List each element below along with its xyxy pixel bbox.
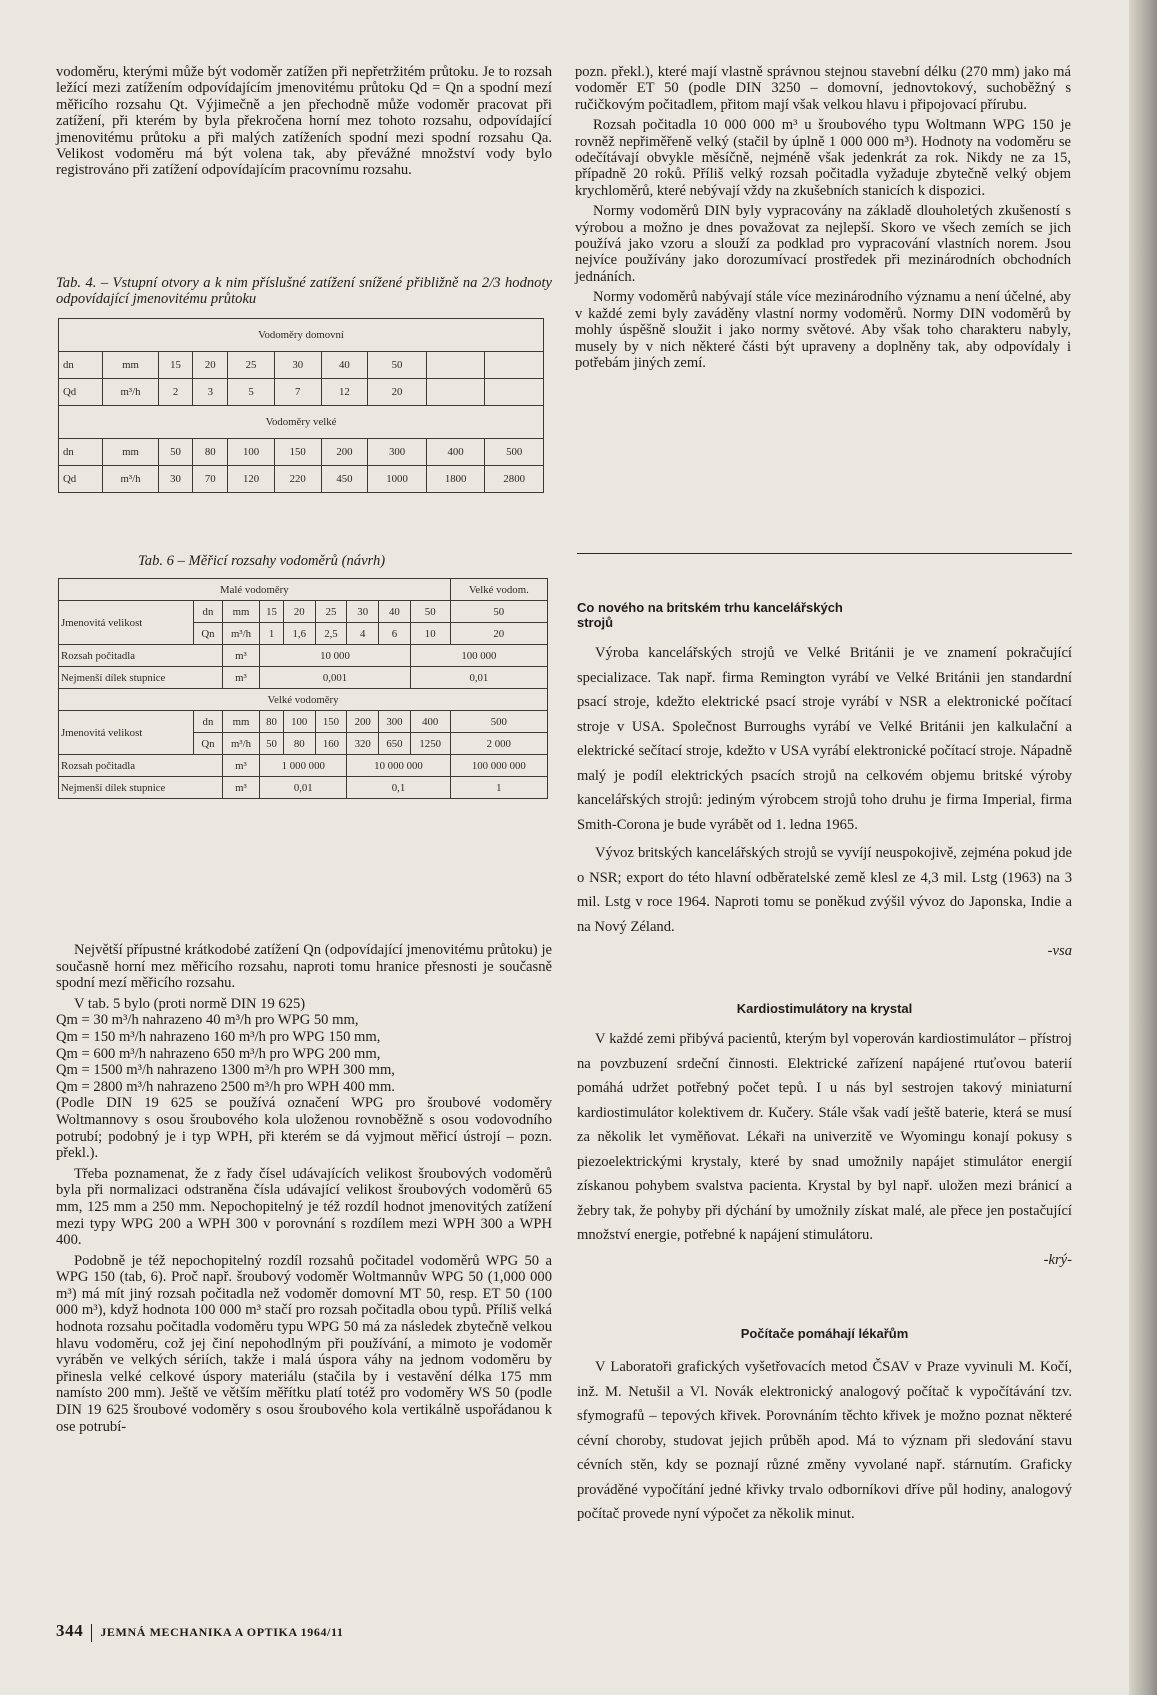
table-cell: 100 000	[410, 645, 547, 667]
unit-cell: m³/h	[103, 466, 158, 493]
paragraph: (Podle DIN 19 625 se používá označení WPG pro šroubové vodoměry Woltmannovy s osou šroubového kola uloženou rovnoběžně s osou vodovodního potrubí; podobný je i typ WPH, při kterém se dá vyjmout měřicí ústrojí – pozn. překl.).	[56, 1095, 552, 1162]
paragraph: Podobně je též nepochopitelný rozdíl rozsahů počitadel vodoměrů WPG 50 a WPG 150 (tab, 6). Proč např. šroubový vodoměr Woltmannův WPG 50 (1,000 000 m³) má mít jiný rozsah počitadla než vodoměr domovní MT 50, resp. ET 50 (100 000 m³), když hodnota 100 000 m³ stačí pro rozsah počitadla obou typů. Příliš velká hodnota rozsahu počitadla vodoměru typu WPG 50 má za následek zbytečně velkou hlavu vodoměru, což jej činí nepohodlným při používání, a mimoto je vodoměr vyráběn ve velkých sériích, takže i malá úspora váhy na jednom vodoměru by přinesla velké celkové úspory materiálu (stačila by i vestavění délka 175 mm namísto 200 mm). Ještě ve větším měřítku platí totéž pro vodoměry WS 50 (podle DIN 19 625 šroubové vodoměry s osou šroubového kola vertikálně uspořádanou k ose potrubí-	[56, 1252, 552, 1435]
table-cell	[485, 352, 544, 379]
table-group-heading: Velké vodom.	[450, 579, 547, 601]
table-cell: 100	[228, 439, 275, 466]
table-cell: 2	[158, 379, 193, 406]
unit-cell: m³	[222, 755, 260, 777]
table-cell: 6	[379, 623, 411, 645]
table-cell: 80	[283, 733, 315, 755]
table-cell: 25	[228, 352, 275, 379]
table-cell: 15	[260, 601, 284, 623]
table-cell: 1 000 000	[260, 755, 347, 777]
paragraph: V každé zemi přibývá pacientů, kterým byl voperován kardiostimulátor – přístroj na povzbuzení srdeční činnosti. Elektrické zařízení napájené rtuťovou baterií pomáhá udržet potřebný počet tepů. I u nás byl sestrojen takový miniaturní kardiostimulátor kolektivem dr. Kučery. Stále však vadí ještě baterie, která se musí za několik let vyměňovat. Lékaři na univerzitě ve Wyomingu konají pokusy s piezoelektrickými krystaly, které by snad umožnily napájet stimulátor energií získanou pohybem svalstva pacienta. Krystal by byl např. uložen mezi bránicí a žebry tak, že pohyby při dýchání by umožnily získat malé, ale přece jen postačující množství energie, potřebné k napájení stimulátoru.	[577, 1031, 1072, 1243]
row-label: Rozsah počitadla	[59, 645, 223, 667]
table-cell: 50	[368, 352, 427, 379]
unit-cell: mm	[103, 439, 158, 466]
row-label: dn	[59, 439, 103, 466]
row-label: Qd	[59, 466, 103, 493]
table-group-heading: Vodoměry velké	[59, 406, 544, 439]
table-cell: 20	[193, 352, 228, 379]
table-cell: 320	[347, 733, 379, 755]
table-group-heading: Velké vodoměry	[59, 689, 548, 711]
table-cell: 10 000 000	[347, 755, 450, 777]
table-cell: 20	[368, 379, 427, 406]
unit-cell: m³/h	[103, 379, 158, 406]
table-6-caption: Tab. 6 – Měřicí rozsahy vodoměrů (návrh)	[138, 553, 386, 569]
table-cell: 1000	[368, 466, 427, 493]
paragraph: Třeba poznamenat, že z řady čísel udávajících velikost šroubových vodoměrů byla při normalizaci odstraněna čísla udávající velikost šroubových vodoměrů 65 mm, 125 mm a 250 mm. Nepochopitelný je též rozdíl hodnot jmenovitých zatížení mezi typy WPG 200 a WPH 300 v porovnání s rozdílem mezi WPH 300 a WPH 400.	[56, 1165, 552, 1249]
table-cell: 15	[158, 352, 193, 379]
author-sign: -vsa	[1047, 943, 1072, 959]
table-cell: 1250	[410, 733, 450, 755]
table-cell: 0,1	[347, 777, 450, 799]
unit-cell: m³	[222, 645, 260, 667]
table-cell: 20	[450, 623, 547, 645]
qm-line: Qm = 600 m³/h nahrazeno 650 m³/h pro WPG 200 mm,	[56, 1045, 381, 1062]
table-cell: 10 000	[260, 645, 411, 667]
table-cell: 50	[410, 601, 450, 623]
unit-cell: m³/h	[222, 623, 260, 645]
table-cell: 1,6	[283, 623, 315, 645]
table-cell	[426, 379, 485, 406]
table-cell: 30	[158, 466, 193, 493]
table-cell: 150	[315, 711, 347, 733]
unit-cell: m³	[222, 667, 260, 689]
table-cell: 2 000	[450, 733, 547, 755]
row-label: Nejmenší dílek stupnice	[59, 777, 223, 799]
table-cell: 5	[228, 379, 275, 406]
table-group-heading: Malé vodoměry	[59, 579, 451, 601]
qm-line: Qm = 30 m³/h nahrazeno 40 m³/h pro WPG 50 mm,	[56, 1012, 359, 1029]
paragraph: V Laboratoři grafických vyšetřovacích metod ČSAV v Praze vyvinuli M. Kočí, inž. M. Netušil a Vl. Novák elektronický analogový počítač k vypočítávání tzv. sfymografů – tepových křivek. Porovnáním těchto křivek je možno poznat některé cévní choroby, studovat jejich průběh apod. Má to význam při sledování stavu cévních stěn, kdy se poznají různé změny vyvolané např. stárnutím. Graficky prováděné vypočítání jedné křivky trvalo odborníkovi dříve půl hodiny, analogový počítač provede nyní výpočet za několik minut.	[577, 1359, 1072, 1522]
table-cell: 80	[193, 439, 228, 466]
table-cell: 4	[347, 623, 379, 645]
page-footer	[56, 1621, 344, 1642]
table-cell: 30	[274, 352, 321, 379]
article-heading: Kardiostimulátory na krystal	[736, 1001, 913, 1016]
article-heading: Počítače pomáhají lékařům	[740, 1326, 909, 1341]
unit-cell: dn	[194, 601, 223, 623]
table-cell: 1	[450, 777, 547, 799]
paragraph: Vývoz britských kancelářských strojů se vyvíjí neuspokojivě, zejména pokud jde o NSR; export do této hlavní odběratelské země klesl ze 4,3 mil. Lstg (1963) na 3 mil. Lstg v roce 1964. Naproti tomu se poněkud zvýšil vývoz do Japonska, Indie a na Nový Zéland.	[577, 845, 1072, 935]
unit-cell: m³/h	[222, 733, 260, 755]
table-cell: 300	[379, 711, 411, 733]
table-cell: 200	[347, 711, 379, 733]
journal-title: JEMNÁ MECHANIKA A OPTIKA 1964/11	[100, 1625, 344, 1639]
table-4-caption: Tab. 4. – Vstupní otvory a k nim příslušné zatížení snížené přibližně na 2/3 hodnoty odpovídající jmenovitému průtoku	[56, 275, 552, 308]
footer-divider	[91, 1624, 92, 1642]
article-body	[577, 1027, 1072, 1272]
unit-cell: mm	[222, 601, 260, 623]
table-cell: 12	[321, 379, 368, 406]
article-body	[577, 1355, 1072, 1527]
table-cell: 150	[274, 439, 321, 466]
table-cell: 0,01	[410, 667, 547, 689]
table-cell: 500	[485, 439, 544, 466]
table-cell: 1	[260, 623, 284, 645]
unit-cell: dn	[194, 711, 223, 733]
table-cell: 2800	[485, 466, 544, 493]
table-cell: 7	[274, 379, 321, 406]
binding-shadow	[1129, 0, 1157, 1695]
paragraph: vodoměru, kterými může být vodoměr zatížen při nepřetržitém průtoku. Je to rozsah ležící mezi zatížením odpovídajícím jmenovitému průtoku Qd = Qn a spodní mezí měřicího rozsahu Qt. Výjimečně a jen přechodně může vodoměr pracovat při zatížení, při kterém by byla překročena horní mez tohoto rozsahu, odpovídající jmenovitému průtoku a při malých zatíženích spodní mezi spodní rozsahu Qa. Velikost vodoměru má být volena tak, aby převážné množství vody bylo registrováno při zatížení odpovídajícím pracovnímu rozsahu.	[56, 64, 552, 179]
table-cell: 25	[315, 601, 347, 623]
table-cell: 10	[410, 623, 450, 645]
paragraph: pozn. překl.), které mají vlastně správnou stejnou stavební délku (270 mm) jako má vodoměr ET 50 (podle DIN 3250 – domovní, jednovtokový, suchoběžný s ručičkovým počitadlem, přitom mají však velkou hlavu i připojovací přírubu.	[575, 64, 1071, 113]
qm-line: Qm = 150 m³/h nahrazeno 160 m³/h pro WPG 150 mm,	[56, 1028, 381, 1045]
table-cell: 50	[260, 733, 284, 755]
unit-cell: mm	[222, 711, 260, 733]
row-label: Jmenovitá velikost	[59, 601, 194, 645]
paragraph: Výroba kancelářských strojů ve Velké Británii je ve znamení pokračující specializace. Tak např. firma Remington vyrábí ve Velké Británii jen standardní psací stroje, kdežto elektrické psací stroje vyrábí v NSR a elektronické počítací stroje v USA. Společnost Burroughs vyrábí ve Velké Británii jen kalkulační a elektrické sečítací stroje, kdežto v USA vyrábí elektronické počítací stroje. Nápadně malý je podíl elektrických psacích strojů na celkovém objemu britské výroby kancelářských strojů: jediným výrobcem strojů toho druhu je firma Imperial, firma Smith-Corona je bude vyrábět od 1. ledna 1965.	[577, 645, 1072, 833]
paragraph: Rozsah počitadla 10 000 000 m³ u šroubového typu Woltmann WPG 150 je rovněž nepřiměřeně velký (stačil by úplně 1 000 000 m³). Hodnoty na vodoměru se odečítávají obvykle měsíčně, nejméně však jedenkrát za rok. Nikdy ne za 15, případně 20 roků. Příliš velký rozsah počitadla vyžaduje zbytečně velký objem krychloměrů, které nebývají vždy na zkušebních stanicích k dispozici.	[575, 117, 1071, 199]
table-cell: 650	[379, 733, 411, 755]
table-cell: 100 000 000	[450, 755, 547, 777]
table-cell: 400	[426, 439, 485, 466]
table-cell: 300	[368, 439, 427, 466]
unit-cell: m³	[222, 777, 260, 799]
table-6	[58, 578, 548, 799]
table-cell: 80	[260, 711, 284, 733]
row-label: Jmenovitá velikost	[59, 711, 194, 755]
table-cell: 160	[315, 733, 347, 755]
table-cell	[426, 352, 485, 379]
table-cell: 200	[321, 439, 368, 466]
table-cell: 70	[193, 466, 228, 493]
table-cell	[485, 379, 544, 406]
paragraph: Normy vodoměrů DIN byly vypracovány na základě dlouholetých zkušeností s výrobou a možno je dnes považovat za nejlepší. Skoro ve všech zemích se jich používá jako vzoru a slouží za podklad pro vypracování vlastních norem. Jsou nejvíce používány jako dorozumívací prostředek při mezinárodních obchodních jednáních.	[575, 203, 1071, 285]
row-label: Qd	[59, 379, 103, 406]
table-cell: 30	[347, 601, 379, 623]
table-cell: 40	[379, 601, 411, 623]
table-4	[58, 318, 544, 493]
table-cell: 40	[321, 352, 368, 379]
paragraph: V tab. 5 bylo (proti normě DIN 19 625)	[74, 995, 306, 1012]
author-sign: -krý-	[1043, 1251, 1072, 1268]
table-cell: 20	[283, 601, 315, 623]
section-divider	[577, 553, 1072, 554]
qm-line: Qm = 2800 m³/h nahrazeno 2500 m³/h pro WPH 400 mm.	[56, 1078, 395, 1095]
table-cell: 220	[274, 466, 321, 493]
unit-cell: Qn	[194, 733, 223, 755]
row-label: Nejmenší dílek stupnice	[59, 667, 223, 689]
table-cell: 0,001	[260, 667, 411, 689]
right-column-top	[575, 64, 1071, 371]
article-heading: Co nového na britském trhu kancelářských strojů	[577, 600, 843, 630]
table-cell: 0,01	[260, 777, 347, 799]
table-cell: 400	[410, 711, 450, 733]
table-cell: 1800	[426, 466, 485, 493]
table-cell: 2,5	[315, 623, 347, 645]
row-label: Rozsah počitadla	[59, 755, 223, 777]
article-body	[577, 641, 1072, 964]
table-group-heading: Vodoměry domovní	[59, 319, 544, 352]
left-column-top	[56, 64, 552, 179]
table-cell: 50	[450, 601, 547, 623]
unit-cell: Qn	[194, 623, 223, 645]
qm-line: Qm = 1500 m³/h nahrazeno 1300 m³/h pro WPH 300 mm,	[56, 1062, 395, 1079]
paragraph: Největší přípustné krátkodobé zatížení Qn (odpovídající jmenovitému průtoku) je současně horní mez měřicího rozsahu, naproti tomu hranice přesnosti je současně spodní mezí měřicího rozsahu.	[56, 942, 552, 992]
table-cell: 50	[158, 439, 193, 466]
row-label: dn	[59, 352, 103, 379]
table-cell: 3	[193, 379, 228, 406]
left-column-bottom	[56, 942, 552, 1435]
page-number: 344	[56, 1621, 84, 1640]
unit-cell: mm	[103, 352, 158, 379]
table-cell: 500	[450, 711, 547, 733]
table-cell: 450	[321, 466, 368, 493]
paragraph: Normy vodoměrů nabývají stále více mezinárodního významu a není účelné, aby v každé zemi byly zaváděny vlastní normy vodoměrů. Normy DIN vodoměrů by mohly úspěšně sloužit i jako normy světové. Aby však toho charakteru nabyly, musely by v nich některé části být upraveny a doplněny tak, aby odpovídaly i potřebám jiných zemí.	[575, 289, 1071, 371]
table-cell: 100	[283, 711, 315, 733]
table-cell: 120	[228, 466, 275, 493]
